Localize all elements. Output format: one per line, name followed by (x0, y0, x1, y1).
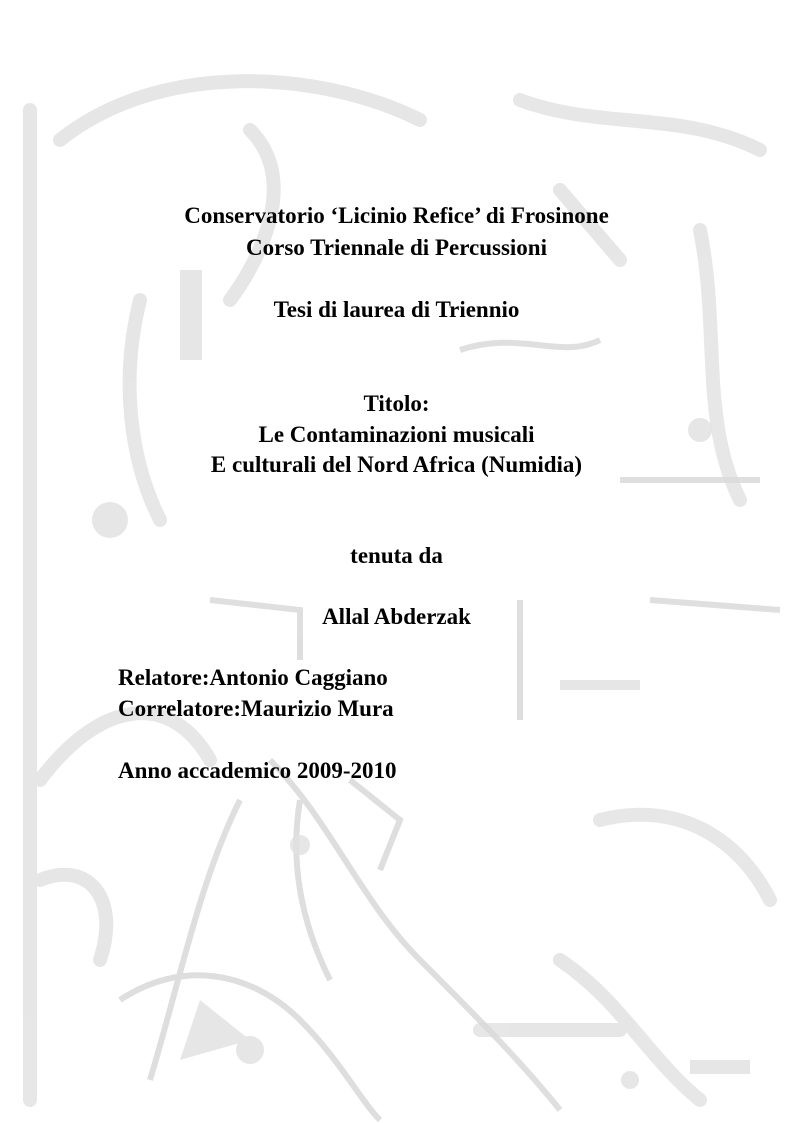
course-name: Corso Triennale di Percussioni (246, 235, 547, 260)
thesis-title-line-1: Le Contaminazioni musicali (258, 422, 535, 447)
thesis-type: Tesi di laurea di Triennio (273, 297, 520, 322)
academic-year: Anno accademico 2009-2010 (118, 758, 397, 783)
correlatore: Correlatore:Maurizio Mura (118, 696, 394, 721)
title-label: Titolo: (363, 391, 430, 416)
author-name: Allal Abderzak (322, 604, 471, 629)
relatore: Relatore:Antonio Caggiano (118, 665, 388, 690)
institution-name: Conservatorio ‘Licinio Refice’ di Frosinone (184, 203, 609, 228)
author-label: tenuta da (350, 543, 443, 568)
thesis-title-line-2: E culturali del Nord Africa (Numidia) (210, 452, 583, 477)
